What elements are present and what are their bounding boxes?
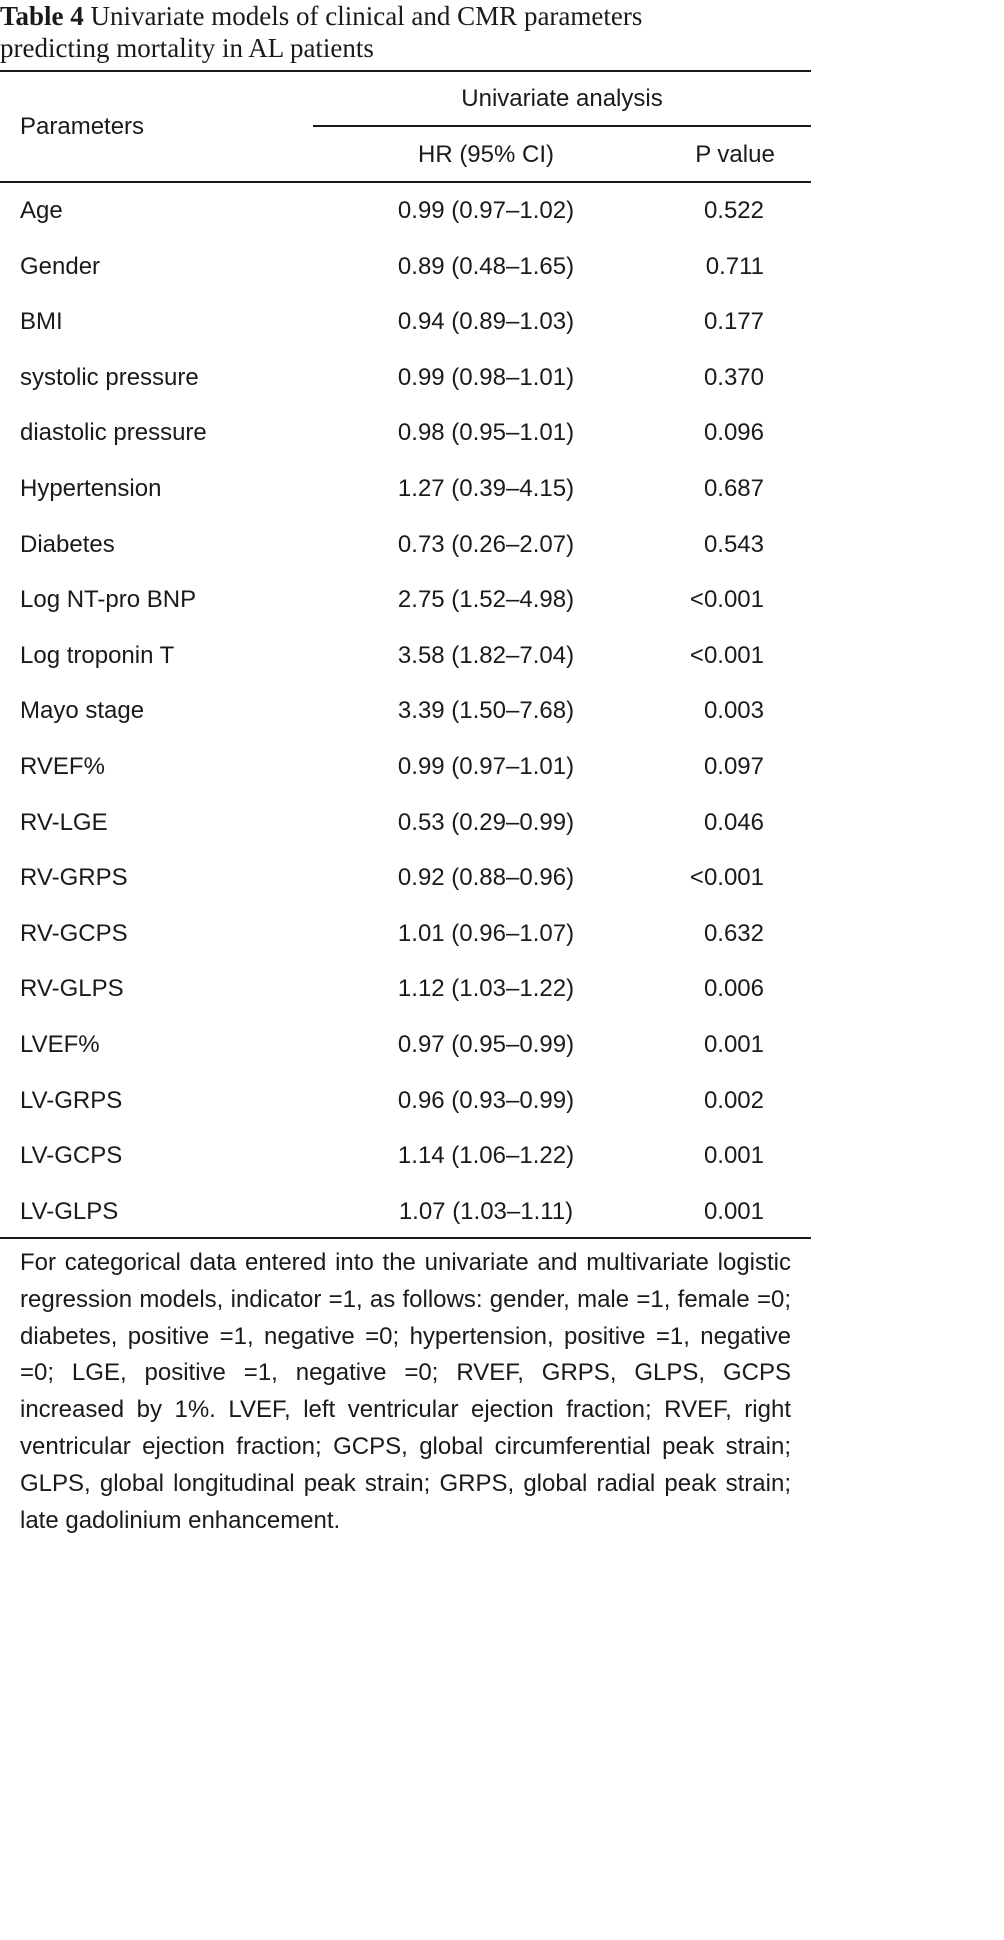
table-row [0,795,811,851]
table-footnote: For categorical data entered into the univariate and multivariate logistic regression models, indicator =1, as follows: gender, male =1, female =0; diabetes, positive =1, negative =0; hypertension, positive =1, negative =0; LGE, positive =1, negative =0; RVEF, GRPS, GLPS, GCPS increased by 1%. LVEF, left ventricular ejection fraction; RVEF, right ventricular ejection fraction; GCPS, global circumferential peak strain; GLPS, global longitudinal peak strain; GRPS, global radial peak strain; late gadolinium enhancement. [20,1249,791,1534]
row-p-value: 0.711 [705,252,764,280]
row-p-value: 0.522 [703,197,764,224]
row-p-value: 0.002 [703,1086,764,1114]
row-parameter-name: RV-GCPS [20,919,128,947]
row-parameter-name: Gender [20,252,101,280]
row-p-value: 0.001 [703,1030,764,1058]
row-parameter-name: Log troponin T [20,641,175,669]
row-hr-value: 0.99 (0.97–1.01) [397,752,575,780]
table-row [0,183,811,239]
table-row [0,461,811,517]
header-span-rule [313,125,811,127]
row-parameter-name: diastolic pressure [20,419,207,447]
row-hr-value: 1.14 (1.06–1.22) [397,1142,575,1170]
table-row [0,572,811,628]
row-hr-value: 0.92 (0.88–0.96) [397,864,575,892]
row-hr-value: 0.94 (0.89–1.03) [397,308,575,336]
row-parameter-name: LVEF% [20,1030,100,1058]
table-row [0,850,811,906]
row-parameter-name: Hypertension [20,474,162,502]
row-p-value: 0.096 [703,419,764,447]
table-title-line2: predicting mortality in AL patients [0,33,374,63]
table-label: Table 4 [0,1,84,31]
row-hr-value: 3.58 (1.82–7.04) [397,641,575,669]
table-row [0,294,811,350]
row-p-value: 0.046 [703,808,764,836]
row-parameter-name: Mayo stage [20,697,145,725]
table-row [0,239,811,295]
table-row [0,350,811,406]
row-p-value: 0.097 [703,752,764,780]
row-p-value: 0.001 [703,1142,764,1170]
table-row [0,517,811,573]
row-hr-value: 0.97 (0.95–0.99) [397,1030,575,1058]
row-p-value: 0.177 [703,308,764,336]
row-hr-value: 0.73 (0.26–2.07) [397,530,575,558]
table-body [0,183,811,1239]
row-hr-value: 1.12 (1.03–1.22) [397,975,575,1003]
table-row [0,1017,811,1073]
row-p-value: 0.370 [703,363,764,391]
row-hr-value: 3.39 (1.50–7.68) [397,697,575,725]
row-hr-value: 0.96 (0.93–0.99) [397,1086,575,1114]
table-top-rule [0,70,811,72]
row-p-value: 0.543 [703,530,764,558]
row-hr-value: 1.01 (0.96–1.07) [397,919,575,947]
row-hr-value: 0.53 (0.29–0.99) [397,808,575,836]
row-p-value: 0.632 [703,919,764,947]
table-row [0,628,811,684]
row-p-value: 0.006 [703,975,764,1003]
row-parameter-name: systolic pressure [20,363,199,391]
header-hr: HR (95% CI) [417,141,555,168]
row-parameter-name: RV-LGE [20,808,108,836]
table-row [0,1128,811,1184]
row-hr-value: 0.98 (0.95–1.01) [397,419,575,447]
row-p-value: <0.001 [689,641,764,669]
table-row [0,739,811,795]
row-parameter-name: Log NT-pro BNP [20,586,197,614]
table-row [0,961,811,1017]
row-parameter-name: BMI [20,308,63,336]
table-row [0,1184,811,1240]
row-parameter-name: RV-GRPS [20,864,128,892]
row-p-value: <0.001 [689,864,764,892]
header-p-value: P value [695,141,775,168]
table-title-line1: Univariate models of clinical and CMR parameters [90,1,643,31]
row-parameter-name: Age [20,197,63,224]
row-parameter-name: Diabetes [20,530,115,558]
row-hr-value: 0.89 (0.48–1.65) [397,252,575,280]
row-parameter-name: RVEF% [20,752,105,780]
row-p-value: 0.687 [703,474,764,502]
row-parameter-name: RV-GLPS [20,975,124,1003]
row-hr-value: 1.07 (1.03–1.11) [398,1197,574,1225]
row-parameter-name: LV-GLPS [20,1197,119,1225]
table-bottom-rule [0,1237,811,1239]
row-hr-value: 0.99 (0.97–1.02) [397,197,575,224]
row-p-value: <0.001 [689,586,764,614]
row-parameter-name: LV-GRPS [20,1086,123,1114]
header-parameters: Parameters [20,113,145,140]
table-caption [0,0,811,64]
table-row [0,405,811,461]
table-row [0,906,811,962]
row-hr-value: 2.75 (1.52–4.98) [397,586,575,614]
header-univariate-analysis: Univariate analysis [461,85,663,112]
row-parameter-name: LV-GCPS [20,1142,123,1170]
row-p-value: 0.003 [703,697,764,725]
row-hr-value: 1.27 (0.39–4.15) [397,474,575,502]
table-row [0,1073,811,1129]
row-hr-value: 0.99 (0.98–1.01) [397,363,575,391]
table-row [0,683,811,739]
row-p-value: 0.001 [703,1197,764,1225]
